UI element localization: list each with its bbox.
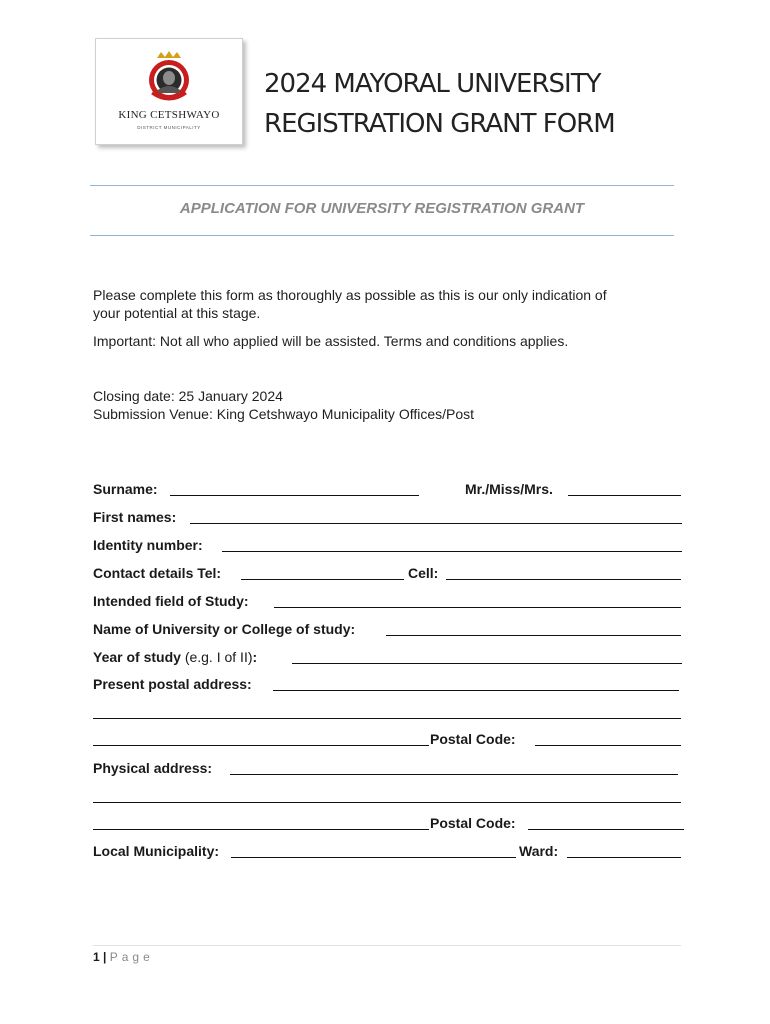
title-label: Mr./Miss/Mrs. [465, 481, 553, 497]
page-word: Page [109, 950, 154, 964]
postal-address-input-line-2[interactable] [93, 718, 681, 719]
local-municipality-label: Local Municipality: [93, 843, 220, 859]
page-title [264, 64, 684, 144]
footer-rule [93, 945, 681, 946]
postal-address-input-line-3[interactable] [93, 745, 429, 746]
year-of-study-hint: (e.g. I of II) [184, 649, 253, 665]
physical-address-input-line-3[interactable] [93, 829, 429, 830]
postal-code-label-2: Postal Code: [430, 815, 516, 831]
crest-emblem-icon [140, 49, 198, 105]
cell-label: Cell: [408, 565, 439, 581]
university-label: Name of University or College of study: [93, 621, 356, 637]
year-of-study-text: Year of study [93, 649, 181, 665]
contact-tel-input-line[interactable] [241, 579, 404, 580]
year-of-study-input-line[interactable] [292, 663, 682, 664]
subheading-bottom-rule [90, 235, 674, 236]
year-of-study-colon: : [252, 649, 258, 665]
contact-tel-label: Contact details Tel: [93, 565, 222, 581]
subheading-top-rule [90, 185, 674, 186]
title-input-line[interactable] [568, 495, 681, 496]
municipality-logo [95, 38, 243, 145]
local-municipality-input-line[interactable] [231, 857, 516, 858]
surname-label: Surname: [93, 481, 158, 497]
surname-input-line[interactable] [170, 495, 419, 496]
identity-number-input-line[interactable] [222, 551, 682, 552]
postal-code-input-line-2[interactable] [528, 829, 684, 830]
first-names-label: First names: [93, 509, 177, 525]
closing-date: Closing date: 25 January 2024 [93, 388, 283, 404]
cell-input-line[interactable] [446, 579, 681, 580]
page-number: 1 [93, 950, 100, 964]
footer-separator: | [103, 950, 107, 964]
year-of-study-label [93, 649, 257, 665]
identity-number-label: Identity number: [93, 537, 203, 553]
field-of-study-input-line[interactable] [274, 607, 681, 608]
title-line-2: REGISTRATION GRANT FORM [264, 109, 615, 139]
postal-code-input-line[interactable] [535, 745, 681, 746]
important-note: Important: Not all who applied will be assisted. Terms and conditions applies. [93, 333, 569, 349]
title-line-1: 2024 MAYORAL UNIVERSITY [264, 69, 601, 99]
field-of-study-label: Intended field of Study: [93, 593, 249, 609]
intro-line-1: Please complete this form as thoroughly as possible as this is our only indication of [93, 287, 607, 303]
page-footer [93, 950, 154, 964]
postal-address-input-line-1[interactable] [273, 690, 679, 691]
ward-input-line[interactable] [567, 857, 681, 858]
ward-label: Ward: [519, 843, 559, 859]
physical-address-input-line-2[interactable] [93, 802, 681, 803]
submission-venue: Submission Venue: King Cetshwayo Municipality Offices/Post [93, 406, 475, 422]
physical-address-input-line-1[interactable] [230, 774, 678, 775]
postal-code-label: Postal Code: [430, 731, 516, 747]
logo-name: KING CETSHWAYO [118, 109, 220, 121]
intro-line-2: your potential at this stage. [93, 305, 261, 321]
postal-address-label: Present postal address: [93, 676, 252, 692]
first-names-input-line[interactable] [190, 523, 682, 524]
subheading: APPLICATION FOR UNIVERSITY REGISTRATION GRANT [179, 200, 585, 217]
logo-subtitle: DISTRICT MUNICIPALITY [137, 125, 201, 130]
university-input-line[interactable] [386, 635, 681, 636]
physical-address-label: Physical address: [93, 760, 213, 776]
